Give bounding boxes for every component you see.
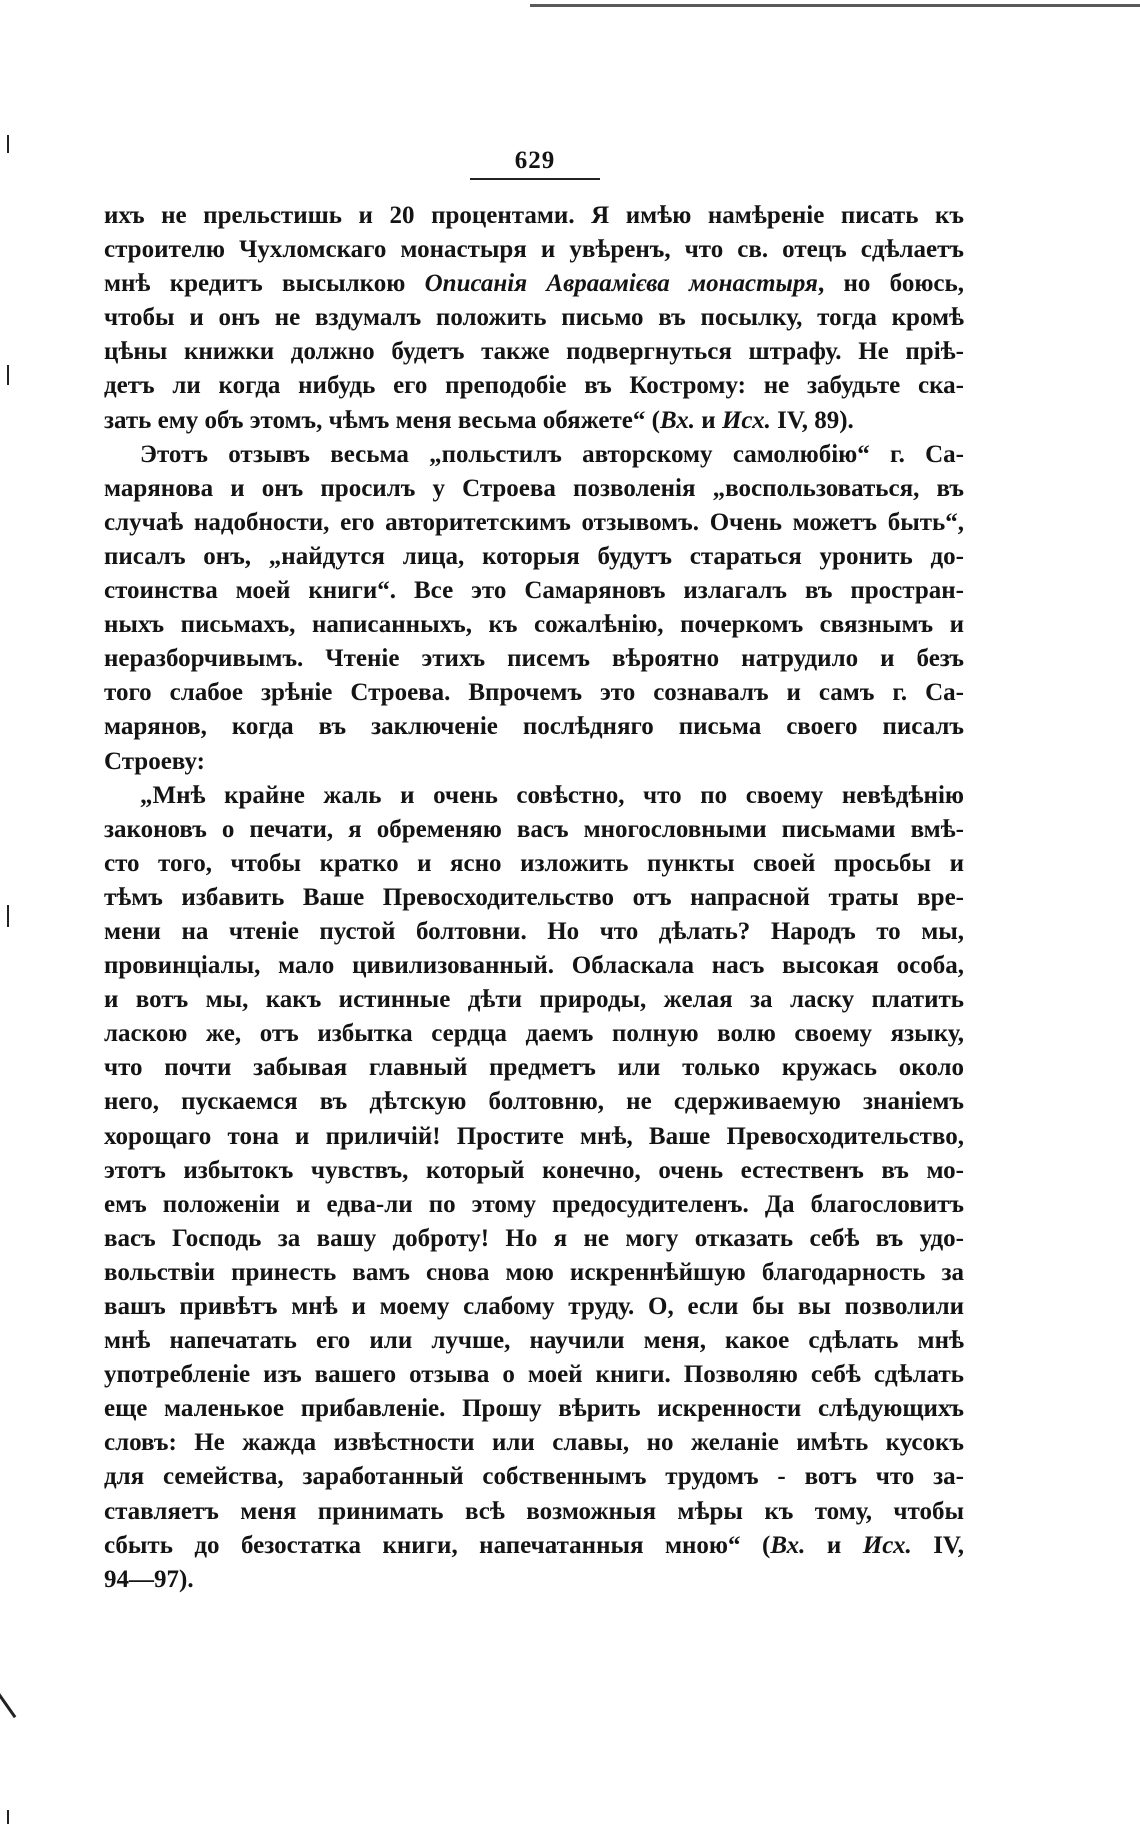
italic-text: Исх. — [721, 406, 771, 434]
text-line: еще маленькое прибавленіе. Прошу вѣрить искренности слѣдующихъ — [104, 1395, 964, 1423]
text-line: ныхъ письмахъ, написанныхъ, къ сожалѣнію, почеркомъ связнымъ и — [104, 611, 964, 639]
text-line: сто того, чтобы кратко и ясно изложить пункты своей просьбы и — [104, 849, 964, 877]
text-run: сбыть до безостатка книги, напечатанныя мною“ ( — [104, 1531, 771, 1559]
body-text — [104, 199, 964, 1597]
text-line: марянов, когда въ заключеніе послѣдняго письма своего писалъ — [104, 713, 964, 741]
text-line: что почти забывая главный предметъ или только кружась около — [104, 1054, 964, 1082]
text-line: строителю Чухломскаго монастыря и увѣренъ, что св. отецъ сдѣлаетъ — [104, 236, 964, 264]
text-line: употребленіе изъ вашего отзыва о моей книги. Позволяю себѣ сдѣлать — [104, 1361, 964, 1389]
text-line: него, пускаемся въ дѣтскую болтовню, не сдерживаемую знаніемъ — [104, 1088, 964, 1116]
text-line: стоинства моей книги“. Все это Самаряновъ излагалъ въ простран- — [104, 577, 964, 605]
text-run: зать ему объ этомъ, чѣмъ меня весьма обяжете“ ( — [104, 406, 660, 434]
text-line: марянова и онъ просилъ у Строева позволенія „воспользоваться, въ — [104, 474, 964, 502]
text-line: чтобы и онъ не вздумалъ положить письмо въ посылку, тогда кромѣ — [104, 304, 964, 332]
text-line: того слабое зрѣніе Строева. Впрочемъ это сознавалъ и самъ г. Са- — [104, 679, 964, 707]
text-line: словъ: Не жажда извѣстности или славы, но желаніе имѣть кусокъ — [104, 1429, 964, 1457]
margin-mark — [7, 905, 9, 927]
text-line: этотъ избытокъ чувствъ, который конечно, очень естественъ въ мо- — [104, 1156, 964, 1184]
italic-text: Вх. — [659, 406, 696, 434]
text-run: , но боюсь, — [817, 270, 964, 298]
text-line: васъ Господь за вашу доброту! Но я не могу отказать себѣ въ удо- — [104, 1224, 964, 1252]
text-line: мнѣ напечатать его или лучше, научили меня, какое сдѣлать мнѣ — [104, 1327, 964, 1355]
margin-mark — [7, 365, 9, 385]
text-line: писалъ онъ, „найдутся лица, которыя будутъ стараться уронить до- — [104, 542, 964, 570]
text-line — [104, 267, 964, 301]
text-line: мени на чтеніе пустой болтовни. Но что дѣлать? Народъ то мы, — [104, 917, 964, 945]
text-run: и — [805, 1531, 863, 1559]
top-edge-rule — [530, 4, 1140, 7]
italic-text: Вх. — [770, 1531, 806, 1559]
text-line: 94—97). — [104, 1565, 194, 1593]
margin-mark — [7, 135, 9, 153]
text-line: цѣны книжки должно будетъ также подвергнуться штрафу. Не пріѣ- — [104, 338, 964, 366]
text-line: вольствіи принесть вамъ снова мою искреннѣйшую благодарность за — [104, 1258, 964, 1286]
text-line: Строеву: — [104, 747, 205, 775]
text-line: хорощаго тона и приличій! Простите мнѣ, Ваше Превосходительство, — [104, 1122, 964, 1150]
text-line: ихъ не прельстишь и 20 процентами. Я имѣю намѣреніе писать къ — [104, 202, 964, 229]
text-line: и вотъ мы, какъ истинные дѣти природы, желая за ласку платить — [104, 986, 964, 1014]
text-run: мнѣ кредитъ высылкою — [104, 270, 425, 298]
text-line: ласкою же, отъ избытка сердца даемъ полную волю своему языку, — [104, 1020, 964, 1048]
text-line: тѣмъ избавить Ваше Превосходительство отъ напрасной траты вре- — [104, 883, 964, 911]
text-run: IV, 89). — [770, 406, 854, 434]
text-line: детъ ли когда нибудь его преподобіе въ Кострому: не забудьте ска- — [104, 372, 964, 400]
text-line: случаѣ надобности, его авторитетскимъ отзывомъ. Очень можетъ быть“, — [104, 508, 964, 536]
text-line: ставляетъ меня принимать всѣ возможныя мѣры къ тому, чтобы — [104, 1497, 964, 1525]
text-line: Этотъ отзывъ весьма „польстилъ авторскому самолюбію“ г. Са- — [140, 440, 964, 468]
text-line: вашъ привѣтъ мнѣ и моему слабому труду. О, если бы вы позволили — [104, 1293, 964, 1320]
page-number: 629 — [514, 147, 556, 174]
text-line — [104, 404, 964, 438]
italic-text: Описанія Авраамієва монастыря — [424, 270, 818, 298]
text-run: и — [695, 406, 722, 434]
margin-mark — [7, 1810, 9, 1824]
margin-mark — [0, 1692, 16, 1718]
text-line — [104, 1529, 964, 1563]
text-line: неразборчивымъ. Чтеніе этихъ писемъ вѣроятно натрудило и безъ — [104, 645, 964, 673]
italic-text: Исх. — [862, 1531, 912, 1559]
text-line: законовъ о печати, я обременяю васъ многословными письмами вмѣ- — [104, 815, 964, 843]
text-line: провинціалы, мало цивилизованный. Обласкала насъ высокая особа, — [104, 952, 964, 980]
text-run: IV, — [911, 1531, 964, 1559]
text-line: для семейства, заработанный собственнымъ трудомъ - вотъ что за- — [104, 1463, 964, 1491]
text-line: емъ положеніи и едва-ли по этому предосудителенъ. Да благословитъ — [104, 1190, 964, 1218]
header-rule — [470, 178, 600, 180]
text-line: „Мнѣ крайне жаль и очень совѣстно, что по своему невѣдѣнію — [140, 781, 964, 809]
